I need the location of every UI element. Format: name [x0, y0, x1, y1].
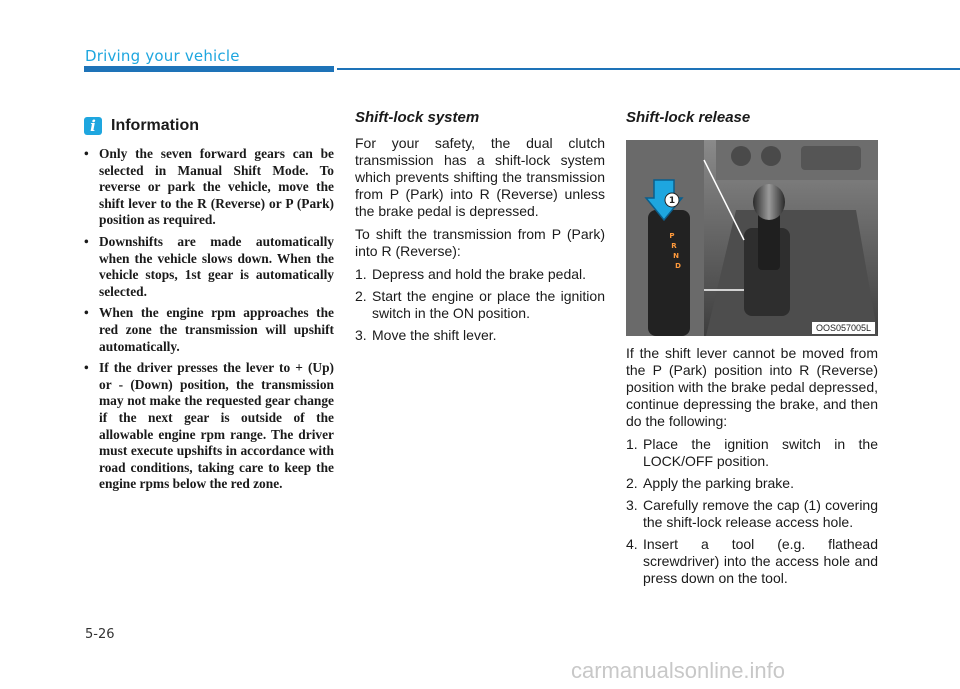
information-heading — [84, 114, 334, 138]
section-header: Driving your vehicle — [85, 47, 240, 65]
shift-lever-illustration — [626, 140, 878, 336]
list-item — [84, 234, 334, 300]
gear-letter: N — [673, 252, 679, 260]
header-rule-thin — [337, 68, 960, 70]
step-text: Place the ignition switch in the LOCK/OFF position. — [643, 436, 878, 469]
step-text: Carefully remove the cap (1) covering the shift-lock release access hole. — [643, 497, 878, 530]
info-icon: i — [84, 117, 102, 135]
list-item — [355, 327, 605, 344]
shift-lock-column — [355, 109, 605, 349]
list-item — [626, 436, 878, 470]
shift-lock-lead: To shift the transmission from P (Park) into R (Reverse): — [355, 226, 605, 259]
shift-lock-release-column — [626, 109, 878, 592]
step-number: 2. — [355, 288, 367, 304]
info-item-text: If the driver presses the lever to + (Up) or - (Down) position, the transmission may not make the requested gear change if the next gear is outside of the allowable engine rpm range. The driver must execute upshifts in accordance with road conditions, taking care to keep the engine rpms below the red zone. — [99, 360, 334, 492]
list-item — [626, 475, 878, 492]
step-number: 1. — [355, 266, 367, 282]
info-item-text: Only the seven forward gears can be selected in Manual Shift Mode. To reverse or park the vehicle, move the shift lever to the R (Reverse) or P (Park) position as required. — [99, 146, 334, 228]
list-item — [355, 288, 605, 322]
gear-letter: P — [669, 232, 675, 240]
information-column — [84, 114, 334, 498]
photo-code: OOS057005L — [812, 322, 875, 334]
step-number: 4. — [626, 536, 638, 552]
shift-lock-release-steps — [626, 436, 878, 587]
header-rule-thick — [84, 66, 334, 72]
list-item — [626, 497, 878, 531]
gear-letter: R — [671, 242, 677, 250]
list-item — [626, 536, 878, 587]
information-title: Information — [111, 117, 199, 134]
information-list — [84, 146, 334, 493]
list-item — [84, 146, 334, 229]
info-item-text: When the engine rpm approaches the red zone the transmission will upshift automatically. — [99, 305, 334, 354]
step-number: 2. — [626, 475, 638, 491]
step-text: Apply the parking brake. — [643, 475, 794, 491]
step-number: 3. — [355, 327, 367, 343]
step-number: 1. — [626, 436, 638, 452]
callout-number: 1 — [668, 196, 676, 206]
shift-lock-release-title: Shift-lock release — [626, 109, 751, 126]
step-text: Depress and hold the brake pedal. — [372, 266, 587, 282]
step-text: Start the engine or place the ignition switch in the ON position. — [372, 288, 605, 321]
list-item — [84, 360, 334, 493]
step-text: Move the shift lever. — [372, 327, 497, 343]
shift-lock-release-intro: If the shift lever cannot be moved from the P (Park) position into R (Reverse) position with the brake pedal depressed, continue depressing the brake, and then do the following: — [626, 345, 878, 429]
step-number: 3. — [626, 497, 638, 513]
page-number: 5-26 — [85, 627, 115, 642]
gear-letter: D — [675, 262, 681, 270]
list-item — [84, 305, 334, 355]
shift-lever-photo — [626, 140, 878, 336]
shift-lock-title: Shift-lock system — [355, 109, 480, 126]
list-item — [355, 266, 605, 283]
shift-lock-steps — [355, 266, 605, 344]
info-item-text: Downshifts are made automatically when the vehicle slows down. When the vehicle stops, 1st gear is automatically selected. — [99, 233, 334, 299]
shift-lock-intro: For your safety, the dual clutch transmission has a shift-lock system which prevents shifting the transmission from P (Park) into R (Reverse) unless the brake pedal is depressed. — [355, 135, 605, 219]
step-text: Insert a tool (e.g. flathead screwdriver) into the access hole and press down on the tool. — [643, 536, 878, 586]
watermark: carmanualsonline.info — [571, 658, 786, 683]
